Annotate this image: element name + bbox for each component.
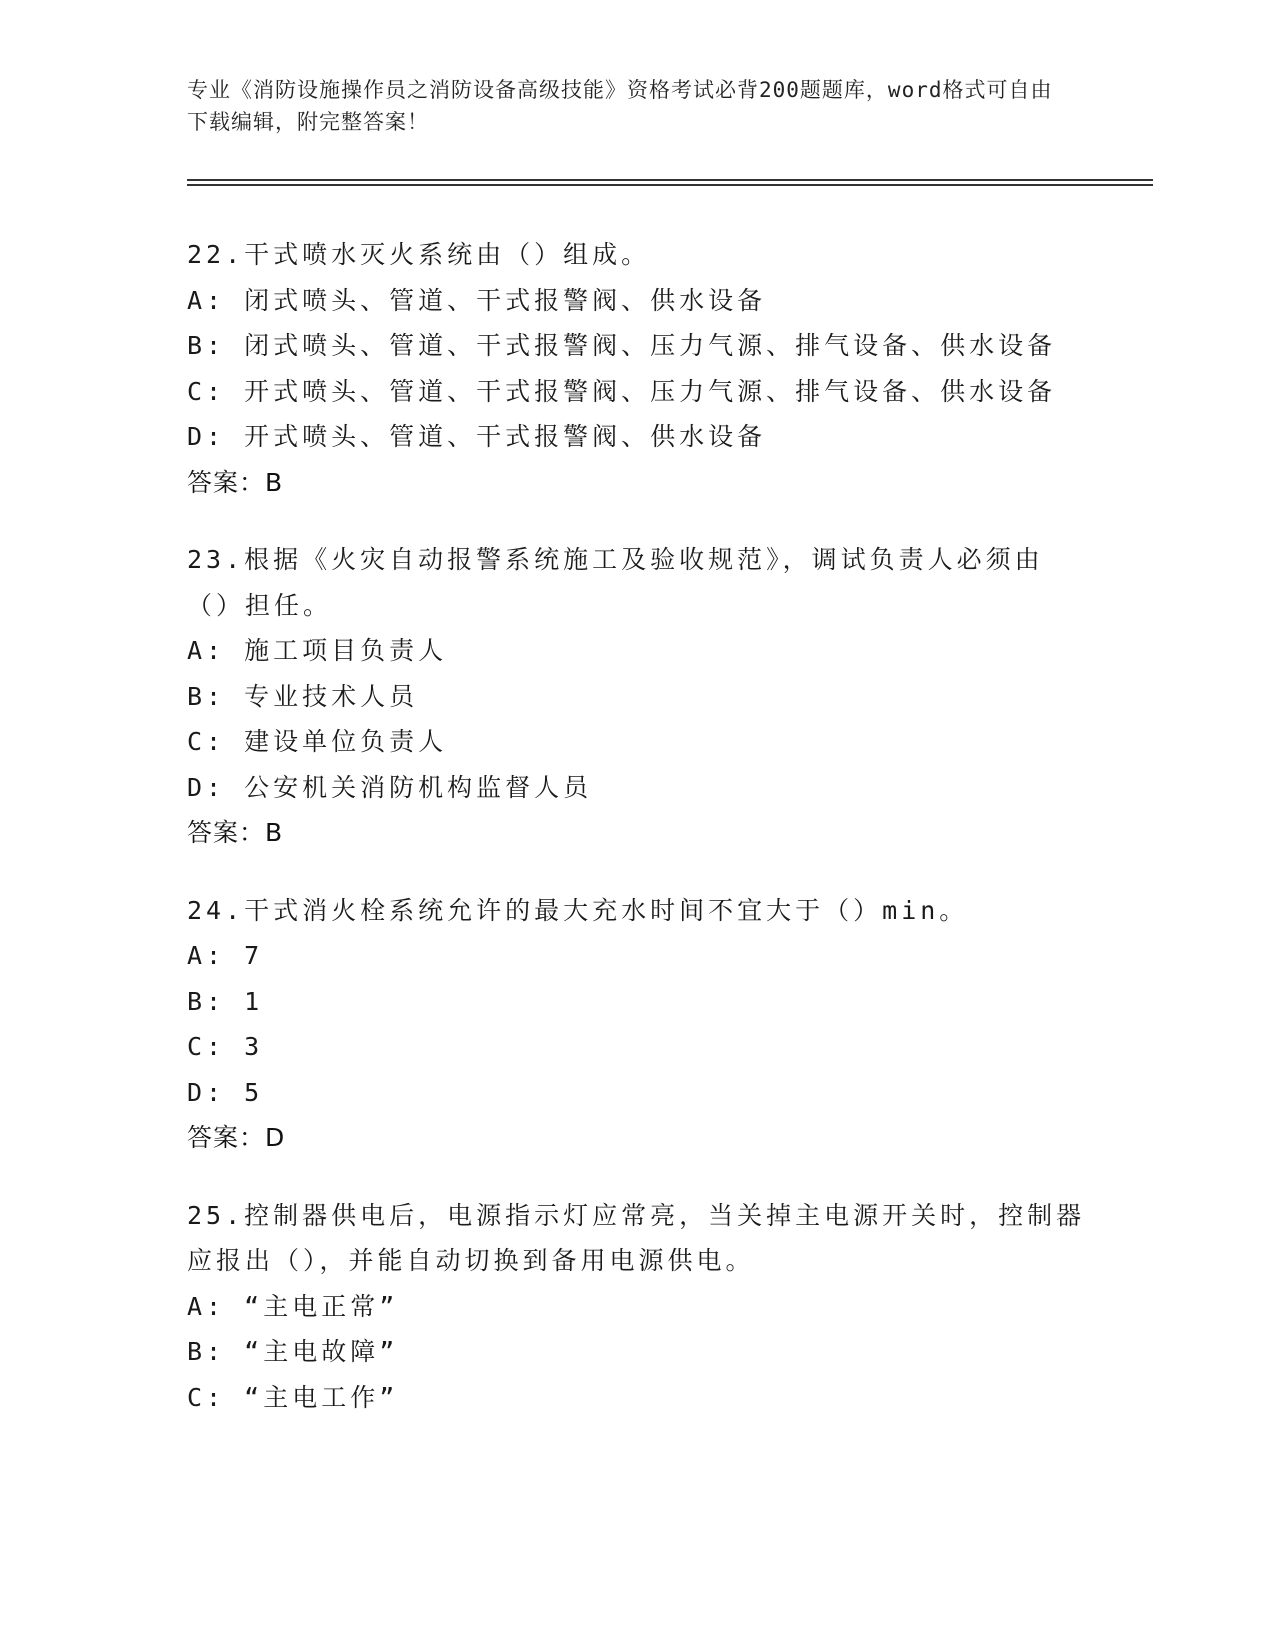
answer: 答案：D (187, 1123, 286, 1152)
option-d: D: 5 (187, 1077, 264, 1107)
question-stem: 22.干式喷水灭火系统由（）组成。 (187, 240, 651, 269)
option-b: B: “主电故障” (187, 1337, 399, 1366)
option-d: D: 公安机关消防机构监督人员 (187, 772, 593, 802)
option-a: A: 7 (187, 941, 264, 970)
option-a: A: 闭式喷头、管道、干式报警阀、供水设备 (187, 285, 767, 315)
question-22 (187, 232, 1087, 505)
option-b: B: 闭式喷头、管道、干式报警阀、压力气源、排气设备、供水设备 (187, 331, 1057, 360)
option-c: C: “主电工作” (187, 1382, 399, 1412)
option-a: A: “主电正常” (187, 1291, 399, 1321)
answer: 答案：B (187, 818, 284, 847)
document-header: 专业《消防设施操作员之消防设备高级技能》资格考试必背200题题库，word格式可自由下载编辑，附完整答案！ (187, 78, 1053, 134)
option-c: C: 3 (187, 1032, 264, 1061)
answer: 答案：B (187, 467, 284, 497)
question-25 (187, 1193, 1087, 1421)
option-d: D: 开式喷头、管道、干式报警阀、供水设备 (187, 422, 767, 451)
question-stem: 23.根据《火灾自动报警系统施工及验收规范》，调试负责人必须由（）担任。 (187, 545, 1044, 620)
option-c: C: 开式喷头、管道、干式报警阀、压力气源、排气设备、供水设备 (187, 376, 1057, 406)
question-24 (187, 888, 1087, 1161)
header-divider-top (187, 179, 1153, 181)
question-23 (187, 537, 1087, 856)
option-c: C: 建设单位负责人 (187, 727, 448, 756)
option-b: B: 专业技术人员 (187, 681, 419, 711)
option-a: A: 施工项目负责人 (187, 636, 448, 665)
header-divider-bottom (187, 184, 1153, 186)
question-stem: 24.干式消火栓系统允许的最大充水时间不宜大于（）min。 (187, 895, 969, 925)
option-b: B: 1 (187, 986, 264, 1016)
question-list (187, 232, 1087, 1452)
question-stem: 25.控制器供电后，电源指示灯应常亮，当关掉主电源开关时，控制器应报出（），并能自动切换到备用电源供电。 (187, 1200, 1086, 1275)
